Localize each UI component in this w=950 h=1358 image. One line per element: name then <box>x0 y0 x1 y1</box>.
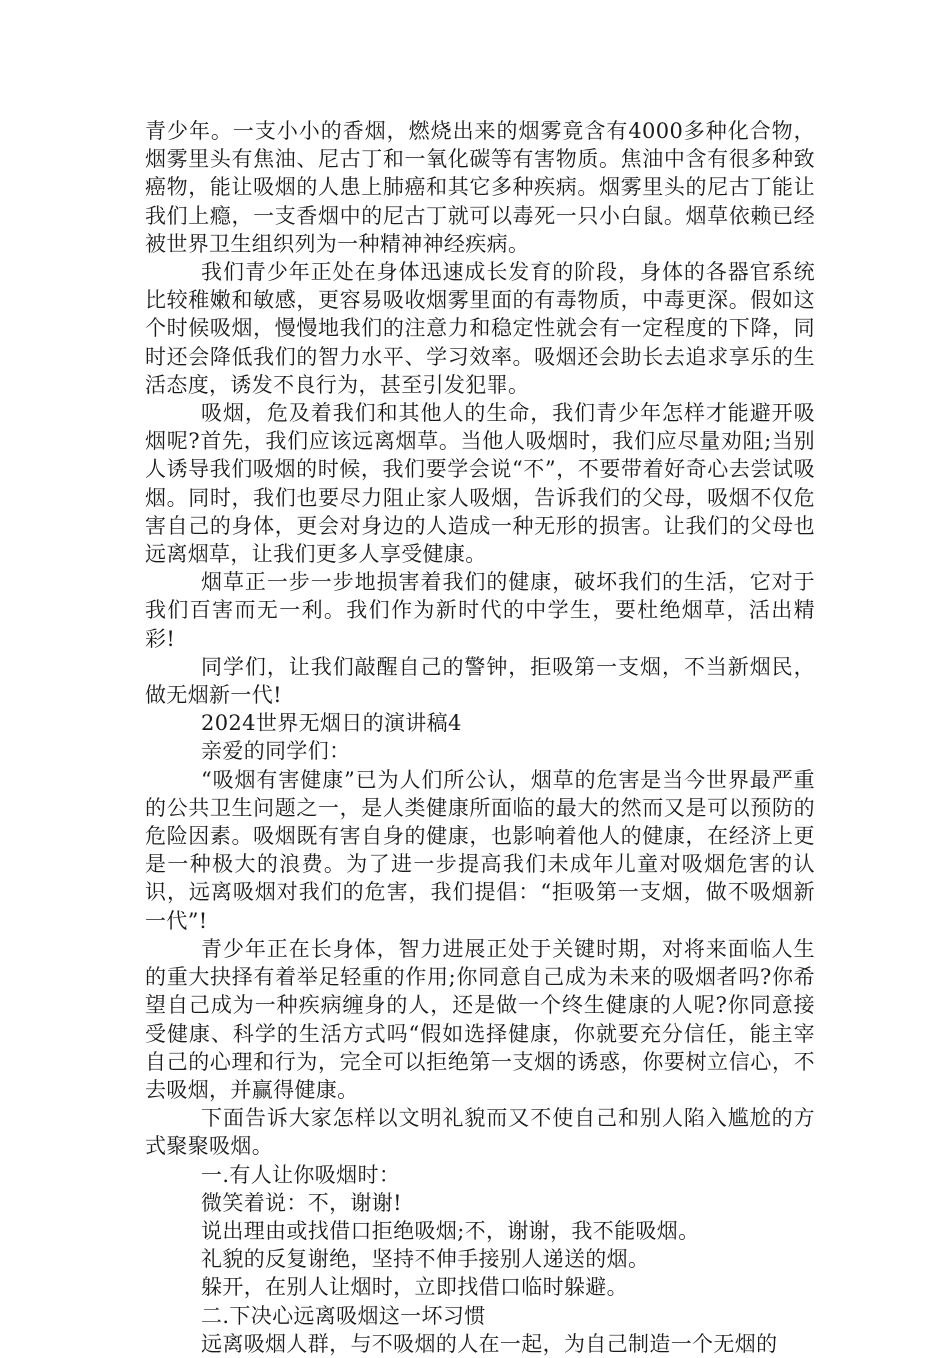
paragraph-7: 青少年正在长身体，智力进展正处于关键时期，对将来面临人生的重大抉择有着举足轻重的作用;你同意自己成为未来的吸烟者吗?你希望自己成为一种疾病缠身的人，还是做一个终生健康的人呢?你同意接受健康、科学的生活方式吗“假如选择健康，你就要充分信任，能主宰自己的心理和行为，完全可以拒绝第一支烟的诱惑，你要树立信心，不去吸烟，并赢得健康。 <box>145 936 815 1102</box>
paragraph-1: 青少年。一支小小的香烟，燃烧出来的烟雾竟含有4000多种化合物，烟雾里头有焦油、尼古丁和一氧化碳等有害物质。焦油中含有很多种致癌物，能让吸烟的人患上肺癌和其它多种疾病。烟雾里头的尼古丁能让我们上瘾，一支香烟中的尼古丁就可以毒死一只小白鼠。烟草依赖已经被世界卫生组织列为一种精神神经疾病。 <box>145 119 815 256</box>
last-paragraph: 远离吸烟人群，与不吸烟的人在一起，为自己制造一个无烟的 <box>201 1331 778 1356</box>
paragraph-6: “吸烟有害健康”已为人们所公认，烟草的危害是当今世界最严重的公共卫生问题之一，是人类健康所面临的最大的然而又是可以预防的危险因素。吸烟既有害自身的健康，也影响着他人的健康，在经济上更是一种极大的浪费。为了进一步提高我们未成年儿童对吸烟危害的认识，远离吸烟对我们的危害，我们提倡：“拒吸第一支烟，做不吸烟新一代”! <box>145 767 815 933</box>
paragraph-5: 同学们，让我们敲醒自己的警钟，拒吸第一支烟，不当新烟民，做无烟新一代! <box>145 654 815 708</box>
paragraph-4: 烟草正一步一步地损害着我们的健康，破坏我们的生活，它对于我们百害而无一利。我们作为新时代的中学生，要杜绝烟草，活出精彩! <box>145 570 815 651</box>
list-heading-2: 二.下决心远离吸烟这一坏习惯 <box>201 1303 486 1328</box>
list-item: 躲开，在别人让烟时，立即找借口临时躲避。 <box>201 1275 628 1300</box>
paragraph-2: 我们青少年正处在身体迅速成长发育的阶段，身体的各器官系统比较稚嫩和敏感，更容易吸收烟雾里面的有毒物质，中毒更深。假如这个时候吸烟，慢慢地我们的注意力和稳定性就会有一定程度的下降，同时还会降低我们的智力水平、学习效率。吸烟还会助长去追求享乐的生活态度，诱发不良行为，甚至引发犯罪。 <box>145 260 815 397</box>
paragraph-8: 下面告诉大家怎样以文明礼貌而又不使自己和别人陷入尴尬的方式聚聚吸烟。 <box>145 1106 815 1159</box>
document-body <box>145 117 815 1358</box>
section-heading: 2024世界无烟日的演讲稿4 <box>201 711 462 736</box>
list-item: 微笑着说：不，谢谢! <box>201 1190 402 1215</box>
list-heading-1: 一.有人让你吸烟时： <box>201 1162 401 1187</box>
list-item: 说出理由或找借口拒绝吸烟;不，谢谢，我不能吸烟。 <box>201 1218 700 1243</box>
paragraph-3: 吸烟，危及着我们和其他人的生命，我们青少年怎样才能避开吸烟呢?首先，我们应该远离烟草。当他人吸烟时，我们应尽量劝阻;当别人诱导我们吸烟的时候，我们要学会说“不”，不要带着好奇心去尝试吸烟。同时，我们也要尽力阻止家人吸烟，告诉我们的父母，吸烟不仅危害自己的身体，更会对身边的人造成一种无形的损害。让我们的父母也远离烟草，让我们更多人享受健康。 <box>145 401 815 567</box>
list-item: 礼貌的反复谢绝，坚持不伸手接别人递送的烟。 <box>201 1247 650 1272</box>
salutation: 亲爱的同学们： <box>201 739 351 764</box>
